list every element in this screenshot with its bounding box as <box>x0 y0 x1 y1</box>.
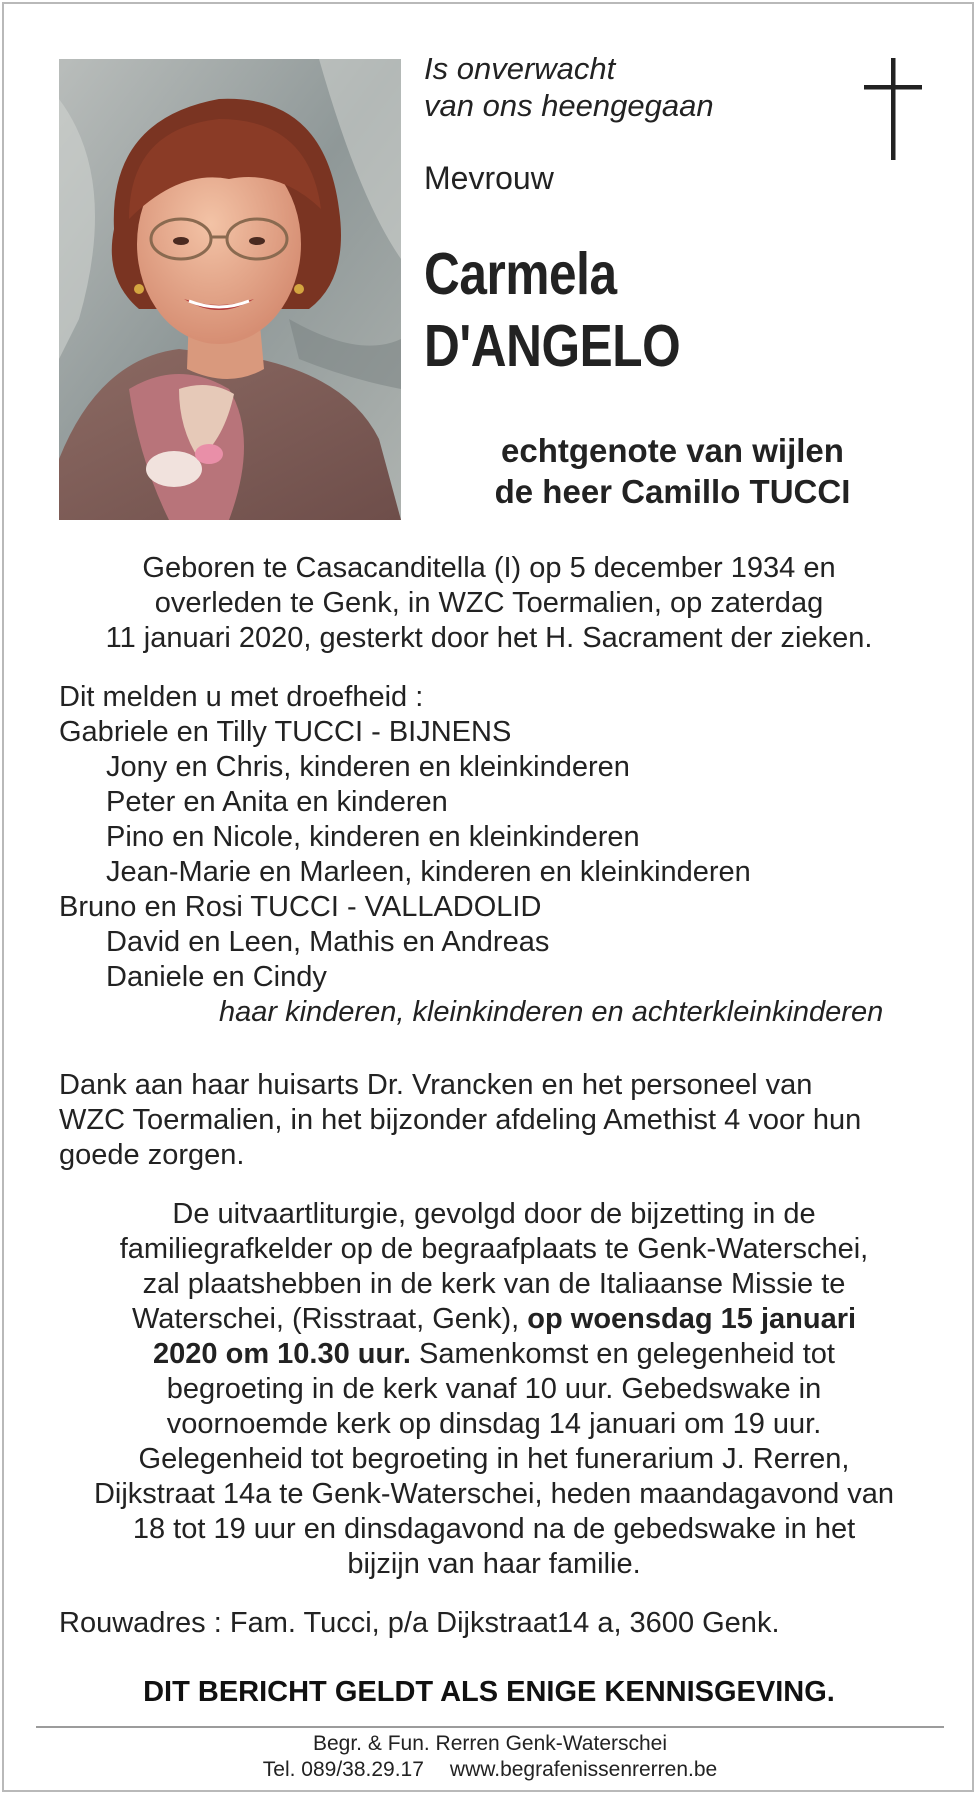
cross-icon <box>864 58 922 160</box>
footer-divider <box>36 1726 944 1728</box>
notice-statement: DIT BERICHT GELDT ALS ENIGE KENNISGEVING. <box>143 1676 835 1708</box>
honorific-title: Mevrouw <box>424 160 554 196</box>
ceremony-line-5 <box>59 1337 929 1372</box>
ceremony-line-4-text: Waterschei, (Risstraat, Genk), <box>131 1303 528 1335</box>
ceremony-line-5-text: Samenkomst en gelegenheid tot <box>410 1338 835 1370</box>
family-row: Jony en Chris, kinderen en kleinkinderen <box>106 751 630 783</box>
ceremony-paragraph <box>59 1197 929 1582</box>
family-row: Pino en Nicole, kinderen en kleinkinderen <box>106 821 640 853</box>
intro-line-1: Is onverwacht <box>424 51 616 86</box>
portrait-photo <box>59 59 401 520</box>
family-list <box>59 680 939 1030</box>
family-row: Peter en Anita en kinderen <box>106 786 448 818</box>
family-row: Daniele en Cindy <box>106 961 327 993</box>
ceremony-line-7: voornoemde kerk op dinsdag 14 januari om 19 uur. <box>166 1408 822 1440</box>
thanks-line-1: Dank aan haar huisarts Dr. Vrancken en het personeel van <box>59 1069 813 1101</box>
family-intro: Dit melden u met droefheid : <box>59 681 424 713</box>
deceased-name <box>424 238 680 382</box>
ceremony-line-4 <box>59 1302 929 1337</box>
spouse-line-2: de heer Camillo TUCCI <box>494 473 851 510</box>
spouse-info <box>420 430 925 512</box>
born-line-3: 11 januari 2020, gesterkt door het H. Sacrament der zieken. <box>105 622 873 654</box>
ceremony-date: op woensdag 15 januari <box>527 1303 857 1335</box>
ceremony-line-3: zal plaatshebben in de kerk van de Italiaanse Missie te <box>142 1268 846 1300</box>
born-line-1: Geboren te Casacanditella (I) op 5 december 1934 en <box>142 552 836 584</box>
funeral-home-phone: Tel. 089/38.29.17 <box>262 1758 424 1781</box>
intro-line-2: van ons heengegaan <box>424 88 714 123</box>
thanks-line-3: goede zorgen. <box>59 1139 245 1171</box>
ceremony-line-1: De uitvaartliturgie, gevolgd door de bijzetting in de <box>172 1198 816 1230</box>
funeral-home-website: www.begrafenissenrerren.be <box>449 1758 718 1781</box>
funeral-home-name: Begr. & Fun. Rerren Genk-Waterschei <box>312 1732 668 1755</box>
family-row: Jean-Marie en Marleen, kinderen en kleinkinderen <box>106 856 751 888</box>
family-row: David en Leen, Mathis en Andreas <box>106 926 550 958</box>
spouse-line-1: echtgenote van wijlen <box>501 432 844 469</box>
ceremony-line-9: Dijkstraat 14a te Genk-Waterschei, heden maandagavond van <box>93 1478 895 1510</box>
ceremony-line-8: Gelegenheid tot begroeting in het funerarium J. Rerren, <box>138 1443 850 1475</box>
family-row: Bruno en Rosi TUCCI - VALLADOLID <box>59 891 542 923</box>
funeral-home-footer <box>36 1731 944 1783</box>
family-row: Gabriele en Tilly TUCCI - BIJNENS <box>59 716 512 748</box>
born-line-2: overleden te Genk, in WZC Toermalien, op zaterdag <box>154 587 824 619</box>
ceremony-line-2: familiegrafkelder op de begraafplaats te Genk-Waterschei, <box>119 1233 869 1265</box>
ceremony-time: 2020 om 10.30 uur. <box>153 1338 411 1370</box>
mourning-address: Rouwadres : Fam. Tucci, p/a Dijkstraat14 a, 3600 Genk. <box>59 1607 780 1639</box>
ceremony-line-10: 18 tot 19 uur en dinsdagavond na de gebedswake in het <box>132 1513 856 1545</box>
thanks-paragraph <box>59 1068 929 1173</box>
deceased-last-name: D'ANGELO <box>424 313 681 379</box>
ceremony-line-11: bijzijn van haar familie. <box>347 1548 641 1580</box>
thanks-line-2: WZC Toermalien, in het bijzonder afdeling Amethist 4 voor hun <box>59 1104 862 1136</box>
funeral-home-contact <box>36 1757 944 1783</box>
family-closing: haar kinderen, kleinkinderen en achterkleinkinderen <box>219 996 884 1028</box>
intro-text <box>424 50 714 124</box>
ceremony-line-6: begroeting in de kerk vanaf 10 uur. Gebedswake in <box>166 1373 822 1405</box>
deceased-first-name: Carmela <box>424 241 617 307</box>
birth-death-paragraph <box>59 551 919 656</box>
